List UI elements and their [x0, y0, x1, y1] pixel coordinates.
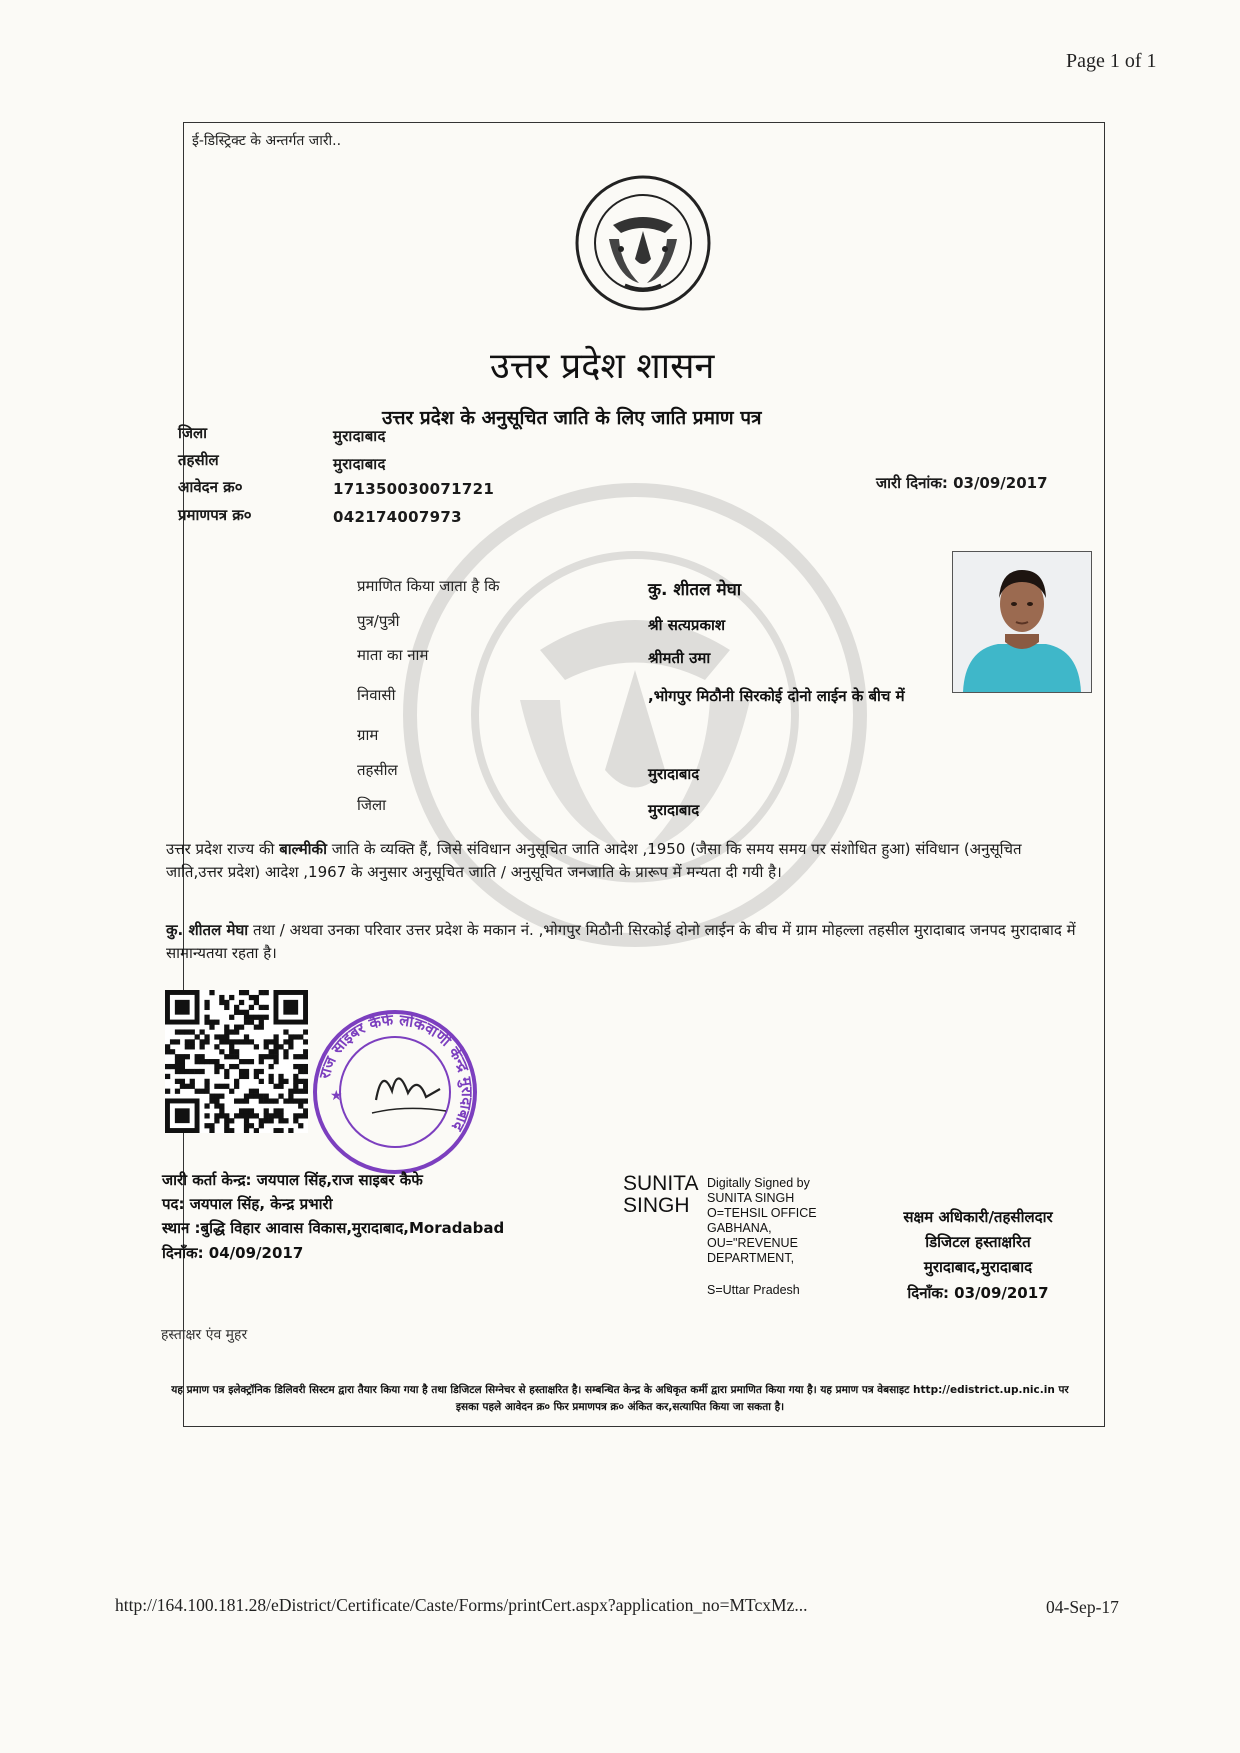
certificate-heading: उत्तर प्रदेश के अनुसूचित जाति के लिए जाति प्रमाण पत्र — [382, 407, 762, 429]
resident-address: ,भोगपुर मिठौनी सिरकोई दोनो लाईन के बीच में — [648, 687, 905, 705]
issue-date — [876, 473, 1048, 493]
caste-statement-body: जाति के व्यक्ति हैं, जिसे संविधान अनुसूचित जाति आदेश ,1950 (जैसा कि समय समय पर संशोधित हुआ) संविधान (अनुसूचित जाति,उत्तर प्रदेश) आदेश ,1967 के अनुसार अनुसूचित जाति / अनुसूचित जनजाति के प्रारूप में मन्यता दी गयी है। — [166, 840, 1022, 881]
up-government-emblem-icon — [573, 173, 713, 313]
meta-tehsil-label: तहसील — [178, 451, 219, 469]
person-photo-icon — [953, 552, 1091, 692]
issuer-post: पद: जयपाल सिंह, केन्द्र प्रभारी — [162, 1195, 333, 1213]
digital-signature-details — [707, 1176, 817, 1266]
sign-and-seal-label: हस्ताक्षर एंव मुहर — [161, 1327, 248, 1343]
applicant-name: कु. शीतल मेघा — [648, 580, 742, 600]
sig-detail-line: Digitally Signed by — [707, 1176, 810, 1190]
caste-statement-paragraph — [166, 838, 1076, 884]
sig-detail-line: SUNITA SINGH — [707, 1191, 795, 1205]
cyber-cafe-seal-stamp — [308, 1005, 483, 1180]
issue-date-value: 03/09/2017 — [953, 474, 1048, 492]
issue-date-label: जारी दिनांक: — [876, 474, 948, 492]
signer-name-line-2: SINGH — [623, 1194, 690, 1217]
issuing-center: जारी कर्ता केन्द्र: जयपाल सिंह,राज साइबर कैफे — [162, 1171, 423, 1189]
village-label: ग्राम — [357, 726, 379, 744]
mother-label: माता का नाम — [357, 646, 429, 664]
issued-under-text: ई-डिस्ट्रिक्ट के अन्तर्गत जारी.. — [192, 133, 342, 149]
residence-statement-paragraph — [166, 919, 1076, 965]
government-title: उत्तर प्रदेश शासन — [490, 346, 715, 387]
residence-statement-body: तथा / अथवा उनका परिवार उत्तर प्रदेश के मकान नं. ,भोगपुर मिठौनी सिरकोई दोनो लाईन के बीच में ग्राम मोहल्ला तहसील मुरादाबाद जनपद मुरादाबाद में सामान्यतया रहता है। — [166, 921, 1076, 962]
svg-text:★: ★ — [330, 1088, 343, 1104]
district-label: जिला — [357, 796, 387, 814]
certificate-footer-note: यह प्रमाण पत्र इलेक्ट्रॉनिक डिलिवरी सिस्टम द्वारा तैयार किया गया है तथा डिजिटल सिग्नेचर से हस्ताक्षरित है। सम्बन्धित केन्द्र के अधिकृत कर्मी द्वारा प्रमाणित किया गया है। यह प्रमाण पत्र वेबसाइट http://edistrict.up.nic.in पर इसका पहले आवेदन क्र० फिर प्रमाणपत्र क्र० अंकित कर,सत्यापित किया जा सकता है। — [171, 1384, 1069, 1413]
tehsil-label: तहसील — [357, 761, 398, 779]
meta-certificate-label: प्रमाणपत्र क्र० — [178, 506, 252, 524]
digital-signature-state: S=Uttar Pradesh — [707, 1283, 800, 1297]
sig-detail-line: DEPARTMENT, — [707, 1251, 795, 1265]
meta-tehsil-value: मुरादाबाद — [333, 455, 386, 473]
digital-signer-name — [623, 1173, 698, 1217]
caste-statement-prefix: उत्तर प्रदेश राज्य की — [166, 840, 280, 858]
authority-digitally-signed: डिजिटल हस्ताक्षरित — [925, 1233, 1031, 1251]
parent-name: श्री सत्यप्रकाश — [648, 616, 726, 634]
handwritten-signature — [376, 1078, 440, 1100]
authority-designation: सक्षम अधिकारी/तहसीलदार — [903, 1208, 1053, 1226]
sig-detail-line: OU="REVENUE — [707, 1236, 798, 1250]
applicant-photo — [952, 551, 1092, 693]
print-url: http://164.100.181.28/eDistrict/Certificate/Caste/Forms/printCert.aspx?application_no=MTcxMz... — [115, 1595, 808, 1615]
tehsil-value: मुरादाबाद — [648, 765, 700, 783]
qr-code — [165, 990, 308, 1133]
meta-certificate-number: 042174007973 — [333, 508, 462, 526]
parent-label: पुत्र/पुत्री — [357, 612, 400, 630]
issuer-place: स्थान :बुद्धि विहार आवास विकास,मुरादाबाद,Moradabad — [162, 1219, 505, 1237]
resident-label: निवासी — [357, 686, 396, 704]
sig-detail-line: O=TEHSIL OFFICE — [707, 1206, 817, 1220]
stamp-text: राज साइबर कैफे लोकवाणी केन्द्र मुरादाबाद — [315, 1010, 477, 1134]
meta-district-label: जिला — [178, 424, 208, 442]
mother-name: श्रीमती उमा — [648, 649, 711, 667]
caste-name: बाल्मीकी — [279, 840, 327, 858]
issuer-date: दिनाँक: 04/09/2017 — [162, 1244, 304, 1262]
district-value: मुरादाबाद — [648, 801, 700, 819]
meta-application-label: आवेदन क्र० — [178, 478, 243, 496]
residence-applicant-name: कु. शीतल मेघा — [166, 921, 249, 939]
certified-label: प्रमाणित किया जाता है कि — [357, 577, 500, 595]
page-number: Page 1 of 1 — [1066, 50, 1157, 72]
print-date: 04-Sep-17 — [1046, 1597, 1119, 1617]
sig-detail-line: GABHANA, — [707, 1221, 772, 1235]
authority-date: दिनाँक: 03/09/2017 — [907, 1284, 1049, 1302]
signer-name-line-1: SUNITA — [623, 1172, 699, 1195]
authority-location: मुरादाबाद,मुरादाबाद — [923, 1258, 1033, 1276]
meta-district-value: मुरादाबाद — [333, 427, 386, 445]
meta-application-number: 171350030071721 — [333, 480, 495, 498]
